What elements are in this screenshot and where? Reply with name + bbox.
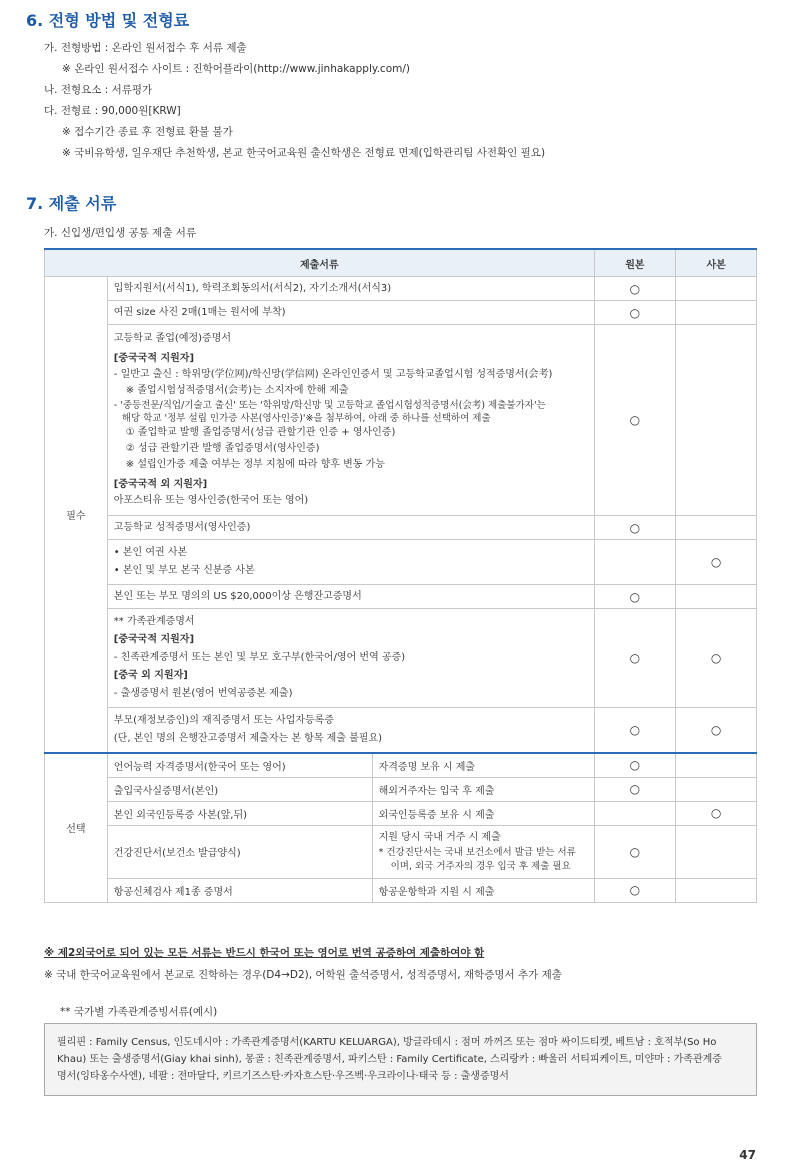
box-line: 명서(잉타옹수사엔), 네팔 : 전마달다, 키르기즈스탄·카자흐스탄·우즈벡·우크라이나·태국 등 : 출생증명서 — [57, 1071, 509, 1082]
table-row — [45, 540, 757, 585]
original-mark: ○ — [594, 825, 676, 878]
box-line: Khau) 또는 출생증명서(Giay khai sinh), 몽골 : 친족관계증명서, 파키스탄 : Family Certificate, 스리랑카 : 빠울러 서티피케이트, 미얀마 : 가족관계증 — [57, 1054, 722, 1065]
original-mark: ○ — [594, 708, 676, 754]
header-copy: 사본 — [676, 249, 757, 277]
table-row — [45, 277, 757, 301]
header-documents: 제출서류 — [45, 249, 595, 277]
doc-text: [중국 외 지원자] — [113, 670, 188, 681]
header-original: 원본 — [594, 249, 676, 277]
table-row — [45, 609, 757, 708]
doc-text: ※ 설립인가증 제출 여부는 정부 지침에 따라 향후 변동 가능 — [125, 459, 385, 470]
doc-text: - 일반고 출신 : 학위망(学位网)/학신망(学信网) 온라인인증서 및 고등학교졸업시험 성적증명서(会考) — [113, 369, 553, 380]
section6-line: ※ 접수기간 종료 후 전형료 환불 불가 — [62, 126, 233, 138]
doc-text: [중국국적 외 지원자] — [113, 479, 208, 490]
copy-mark: ○ — [676, 609, 757, 708]
condition-text: 이며, 외국 거주자의 경우 입국 후 제출 필요 — [390, 860, 571, 872]
doc-text: 본인 외국인등록증 사본(앞,뒤) — [107, 801, 372, 825]
section6-line: 나. 전형요소 : 서류평가 — [44, 84, 153, 96]
doc-text: 아포스티유 또는 영사인증(한국어 또는 영어) — [113, 495, 309, 506]
copy-mark: ○ — [676, 540, 757, 585]
original-mark: ○ — [594, 609, 676, 708]
doc-text: ② 성급 관할기관 발행 졸업증명서(영사인증) — [125, 443, 320, 454]
original-mark — [594, 540, 676, 585]
doc-text: 언어능력 자격증명서(한국어 또는 영어) — [107, 753, 372, 777]
copy-mark — [676, 516, 757, 540]
copy-mark: ○ — [676, 801, 757, 825]
original-mark: ○ — [594, 277, 676, 301]
condition-text: * 건강진단서는 국내 보건소에서 발급 받는 서류 — [378, 846, 576, 858]
section7-title: 7. 제출 서류 — [26, 194, 117, 213]
page-number: 47 — [739, 1148, 756, 1162]
original-mark: ○ — [594, 753, 676, 777]
condition-text: 지원 당시 국내 거주 시 제출 — [378, 831, 501, 843]
doc-text: • 본인 및 부모 본국 신분증 사본 — [113, 565, 255, 576]
copy-mark — [676, 277, 757, 301]
doc-text: ※ 졸업시험성적증명서(会考)는 소지자에 한해 제출 — [125, 385, 349, 396]
note-translation: ※ 제2외국어로 되어 있는 모든 서류는 반드시 한국어 또는 영어로 번역 공증하여 제출하여야 함 — [44, 947, 485, 959]
doc-text: 여권 size 사진 2매(1매는 원서에 부착) — [113, 306, 286, 318]
section6-line: ※ 온라인 원서접수 사이트 : 진학어플라이(http://www.jinhakapply.com/) — [62, 63, 410, 75]
section6-title: 6. 전형 방법 및 전형료 — [26, 11, 190, 30]
table-row — [45, 708, 757, 754]
optional-label: 선택 — [45, 753, 108, 902]
copy-mark — [676, 753, 757, 777]
copy-mark — [676, 878, 757, 902]
original-mark: ○ — [594, 878, 676, 902]
doc-text: ** 가족관계증명서 — [113, 616, 195, 627]
doc-text: 건강진단서(보건소 발급양식) — [107, 825, 372, 878]
doc-text: 항공신체검사 제1종 증명서 — [107, 878, 372, 902]
doc-text: 출입국사실증명서(본인) — [107, 777, 372, 801]
copy-mark — [676, 585, 757, 609]
copy-mark — [676, 301, 757, 325]
note-korean-center: ※ 국내 한국어교육원에서 본교로 진학하는 경우(D4→D2), 어학원 출석증명서, 성적증명서, 재학증명서 추가 제출 — [44, 969, 562, 981]
original-mark: ○ — [594, 516, 676, 540]
copy-mark — [676, 777, 757, 801]
box-line: 필리핀 : Family Census, 인도네시아 : 가족관계증명서(KARTU KELUARGA), 방글라데시 : 점머 까꺼즈 또는 점마 싸이드티켓, 베트남 : 호적부(So Ho — [57, 1037, 717, 1048]
required-label: 필수 — [45, 277, 108, 754]
table-row — [45, 825, 757, 878]
table-row — [45, 878, 757, 902]
copy-mark — [676, 825, 757, 878]
note-family-docs: ** 국가별 가족관계증빙서류(예시) — [60, 1006, 218, 1018]
copy-mark: ○ — [676, 708, 757, 754]
table-header-row — [45, 249, 757, 277]
doc-text: 부모(재정보증인)의 재직증명서 또는 사업자등록증 — [113, 715, 334, 726]
doc-text: 해당 학교 '정부 설립 인가증 사본(영사인증)'※을 첨부하여, 아래 중 하나를 선택하여 제출 — [121, 413, 491, 424]
table-row — [45, 301, 757, 325]
section6-line: 가. 전형방법 : 온라인 원서접수 후 서류 제출 — [44, 42, 247, 54]
documents-table — [44, 248, 757, 903]
family-docs-box — [44, 1023, 757, 1096]
condition-text: 항공운항학과 지원 시 제출 — [372, 878, 594, 902]
original-mark: ○ — [594, 325, 676, 516]
original-mark: ○ — [594, 301, 676, 325]
doc-text: 고등학교 성적증명서(영사인증) — [113, 521, 251, 533]
table-row — [45, 801, 757, 825]
condition-text: 외국인등록증 보유 시 제출 — [372, 801, 594, 825]
table-row — [45, 753, 757, 777]
original-mark: ○ — [594, 777, 676, 801]
doc-text: 본인 또는 부모 명의의 US $20,000이상 은행잔고증명서 — [113, 590, 362, 602]
table-row — [45, 516, 757, 540]
section6-line: ※ 국비유학생, 일우재단 추천학생, 본교 한국어교육원 출신학생은 전형료 면제(입학관리팀 사전확인 필요) — [62, 147, 546, 159]
doc-text: - '중등전문/직업/기술고 출신' 또는 '학위망/학신망 및 고등학교 졸업시험성적증명서(会考) 제출불가자'는 — [113, 400, 546, 411]
condition-text: 해외거주자는 입국 후 제출 — [372, 777, 594, 801]
original-mark: ○ — [594, 585, 676, 609]
condition-text: 자격증명 보유 시 제출 — [372, 753, 594, 777]
section6-line: 다. 전형료 : 90,000원[KRW] — [44, 105, 181, 117]
doc-text: - 출생증명서 원본(영어 번역공증본 제출) — [113, 688, 293, 699]
original-mark — [594, 801, 676, 825]
doc-text: • 본인 여권 사본 — [113, 547, 188, 558]
doc-text: [중국국적 지원자] — [113, 353, 195, 364]
copy-mark — [676, 325, 757, 516]
doc-text: 고등학교 졸업(예정)증명서 — [113, 333, 232, 344]
section7-subtitle: 가. 신입생/편입생 공통 제출 서류 — [44, 227, 197, 239]
table-row — [45, 777, 757, 801]
doc-text: [중국국적 지원자] — [113, 634, 195, 645]
table-row — [45, 585, 757, 609]
table-row — [45, 325, 757, 516]
doc-text: ① 졸업학교 발행 졸업증명서(성급 관할기관 인증 + 영사인증) — [125, 427, 396, 438]
doc-text: 입학지원서(서식1), 학력조회동의서(서식2), 자기소개서(서식3) — [113, 282, 392, 294]
doc-text: (단, 본인 명의 은행잔고증명서 제출자는 본 항목 제출 불필요) — [113, 733, 383, 744]
doc-text: - 친족관계증명서 또는 본인 및 부모 호구부(한국어/영어 번역 공증) — [113, 652, 406, 663]
